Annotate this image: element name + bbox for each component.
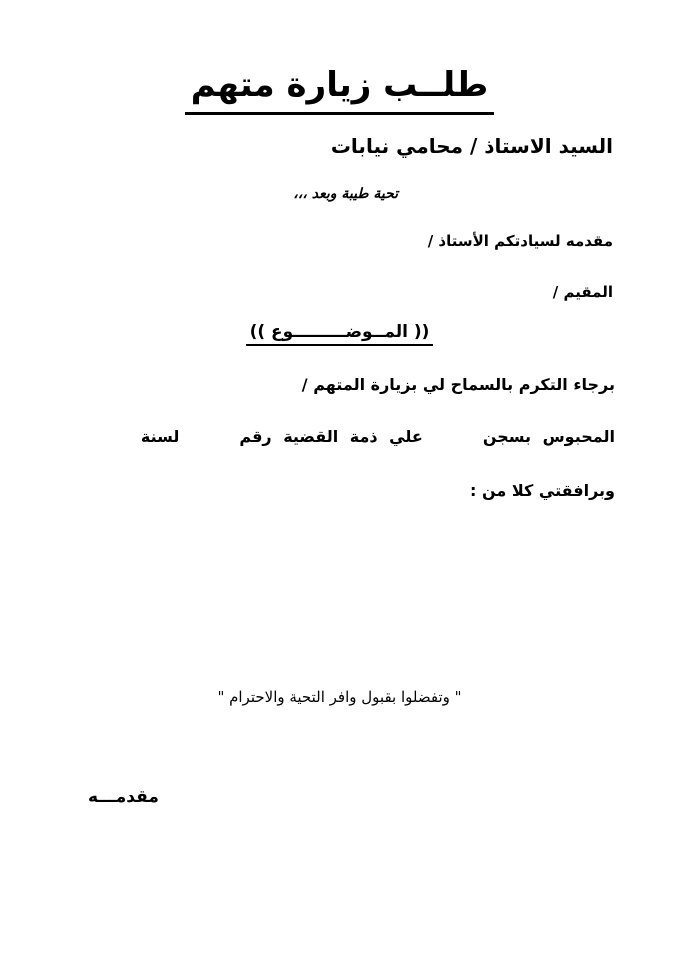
signature-label: مقدمـــه	[88, 787, 159, 807]
residence-line: المقيم /	[552, 283, 613, 301]
detention-line	[141, 427, 615, 446]
addressee-line: السيد الاستاذ / محامي نيابات	[330, 134, 613, 158]
detention-prison-label: المحبوس بسجن	[482, 427, 615, 446]
request-line: برجاء التكرم بالسماح لي بزيارة المتهم /	[301, 375, 615, 394]
closing-line: " وتفضلوا بقبول وافر التحية والاحترام "	[217, 688, 462, 706]
detention-case-label: علي ذمة القضية رقم	[239, 427, 423, 446]
greeting-line: تحية طيبة وبعد ،،،	[293, 186, 398, 202]
detention-year-label: لسنة	[140, 427, 180, 446]
subject-heading-text: (( المــوضـــــــــوع ))	[246, 322, 434, 346]
presenter-line: مقدمه لسيادتكم الأستاذ /	[427, 232, 613, 250]
document-title-text: طلــب زيارة متهم	[185, 60, 495, 115]
document-title	[0, 60, 679, 115]
accompany-line: وبرافقتي كلا من :	[470, 481, 615, 500]
subject-heading	[0, 322, 679, 346]
